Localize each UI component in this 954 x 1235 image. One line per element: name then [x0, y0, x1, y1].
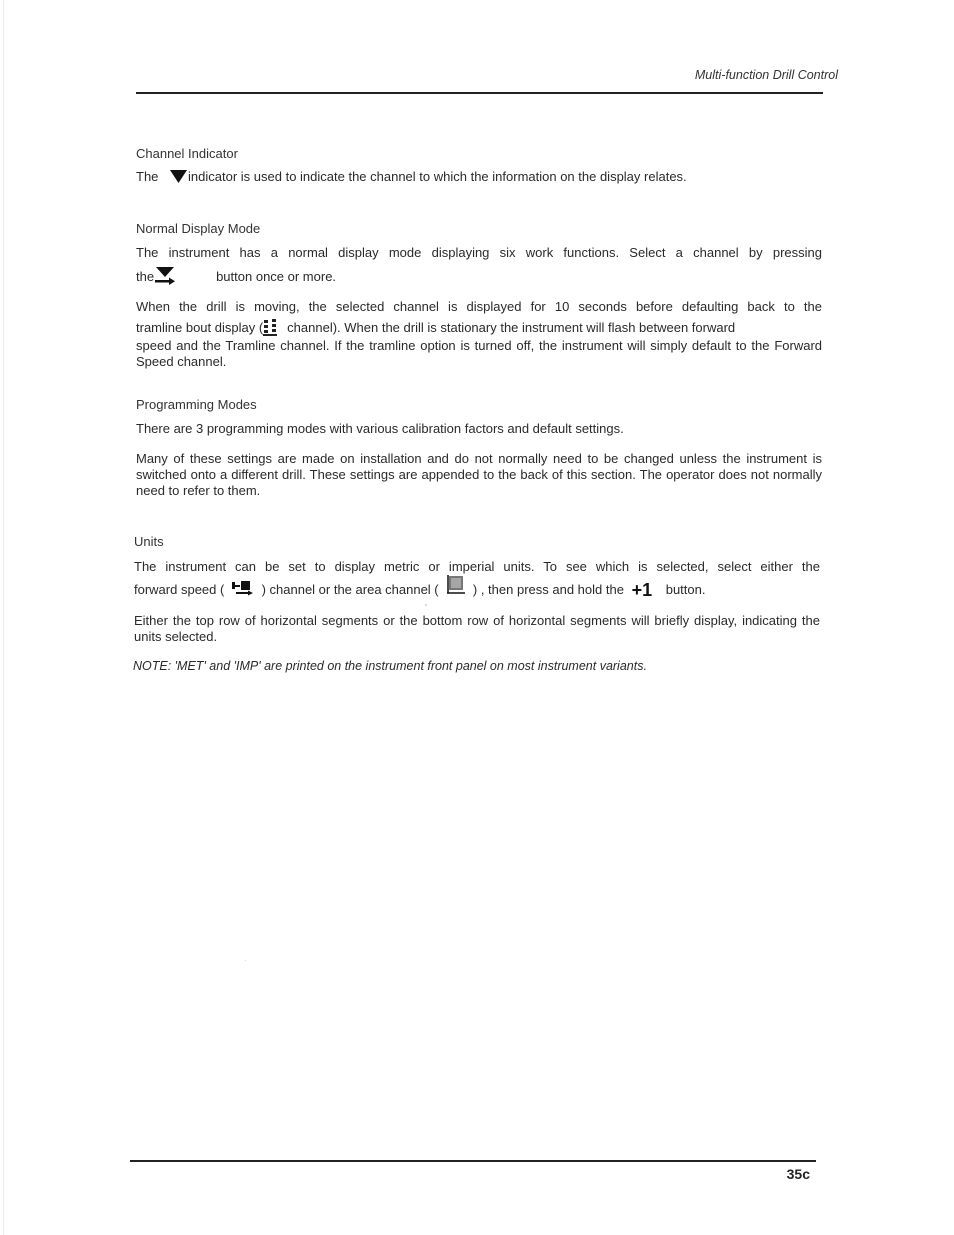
running-header: Multi-function Drill Control	[694, 68, 838, 82]
normal-display-line2-before: the	[136, 268, 155, 284]
heading-channel-indicator: Channel Indicator	[136, 146, 238, 161]
normal-display-p2-line2-before: tramline bout display (	[136, 319, 264, 335]
forward-speed-icon	[232, 581, 254, 600]
normal-display-p2-rest: speed and the Tramline channel. If the tramline option is turned off, the instrument will simply default to the Forward Speed channel.	[136, 338, 822, 369]
units-line2	[134, 580, 705, 601]
normal-display-p2-line2-after: channel). When the drill is stationary the instrument will flash between forward	[287, 319, 736, 335]
units-line1: The instrument can be set to display metric or imperial units. To see which is selected, select either the	[134, 559, 820, 574]
area-channel-icon	[446, 575, 466, 598]
units-line2-c: ) , then press and hold the	[472, 581, 624, 597]
footer-rule	[130, 1160, 816, 1162]
units-line2-d: button.	[665, 581, 706, 597]
normal-display-p2-line2	[136, 318, 735, 339]
page-number: 35c	[786, 1166, 810, 1182]
units-note: NOTE: 'MET' and 'IMP' are printed on the instrument front panel on most instrument variants.	[133, 659, 647, 673]
channel-indicator-text-before: The	[136, 169, 159, 184]
plus-one-label: +1	[631, 580, 653, 600]
scan-speck	[425, 604, 427, 606]
channel-indicator-text-after: indicator is used to indicate the channel to which the information on the display relates.	[188, 169, 687, 184]
scan-speck	[245, 960, 246, 961]
normal-display-line1: The instrument has a normal display mode displaying six work functions. Select a channel by pressing	[136, 245, 822, 260]
channel-select-button-icon	[154, 266, 176, 289]
header-rule	[136, 92, 823, 94]
heading-normal-display-mode: Normal Display Mode	[136, 221, 261, 236]
tramline-bout-icon	[263, 318, 277, 339]
normal-display-line2	[136, 266, 336, 289]
units-line2-a: forward speed (	[134, 581, 225, 597]
normal-display-line2-after: button once or more.	[216, 268, 337, 284]
programming-p1: There are 3 programming modes with various calibration factors and default settings.	[136, 421, 624, 436]
down-triangle-icon	[170, 170, 187, 186]
channel-indicator-text	[136, 169, 687, 186]
heading-units: Units	[134, 534, 164, 549]
page-edge	[3, 0, 4, 1235]
normal-display-p2-line1: When the drill is moving, the selected channel is displayed for 10 seconds before defaulting back to the	[136, 299, 822, 314]
programming-p2: Many of these settings are made on installation and do not normally need to be changed unless the instrument is switched onto a different drill. These settings are appended to the back of this section. The operator does not normally need to refer to them.	[136, 451, 822, 498]
plus-one-button-icon	[632, 580, 653, 601]
heading-programming-modes: Programming Modes	[136, 397, 257, 412]
units-line2-b: ) channel or the area channel (	[261, 581, 439, 597]
units-p2: Either the top row of horizontal segments or the bottom row of horizontal segments will briefly display, indicating the units selected.	[134, 613, 820, 644]
